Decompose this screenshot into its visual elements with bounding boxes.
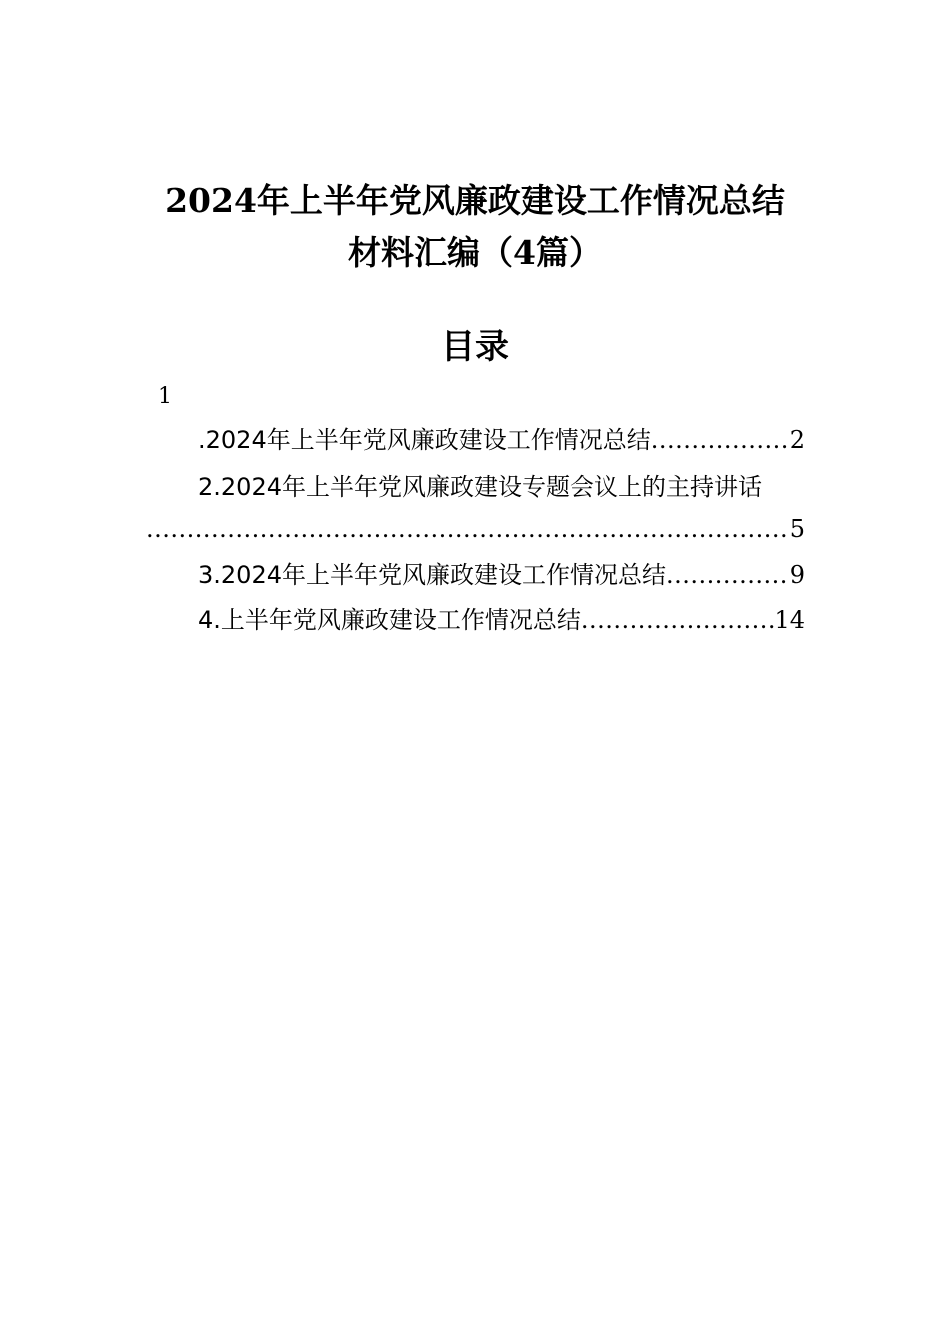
toc-entry-title: .2024年上半年党风廉政建设工作情况总结 [198,426,651,454]
toc-entry-3[interactable] [198,558,805,592]
toc-entry-4[interactable] [198,603,805,637]
toc-entry-page: 14 [774,606,805,634]
toc-stray-number: 1 [158,384,172,409]
toc-leader-dots [581,603,775,637]
toc-entry-title: 2.2024年上半年党风廉政建设专题会议上的主持讲话 [198,473,762,501]
toc-leader-dots [666,558,790,592]
document-title [0,175,950,279]
toc-entry-title: 4.上半年党风廉政建设工作情况总结 [198,606,581,634]
toc-leader-dots [651,423,790,457]
toc-entry-title: 3.2024年上半年党风廉政建设工作情况总结 [198,561,666,589]
toc-entry-page: 9 [789,561,805,589]
title-line-2: 材料汇编（4篇） [348,233,602,272]
toc-entry-page: 5 [789,515,805,543]
toc-entry-1[interactable] [198,423,805,457]
title-line-1: 2024年上半年党风廉政建设工作情况总结 [165,181,785,220]
toc-entry-page: 2 [789,426,805,454]
toc-entry-2-continuation[interactable] [146,512,805,546]
toc-entry-2[interactable] [198,470,805,504]
toc-heading: 目录 [441,327,509,367]
toc-leader-dots [146,512,790,546]
